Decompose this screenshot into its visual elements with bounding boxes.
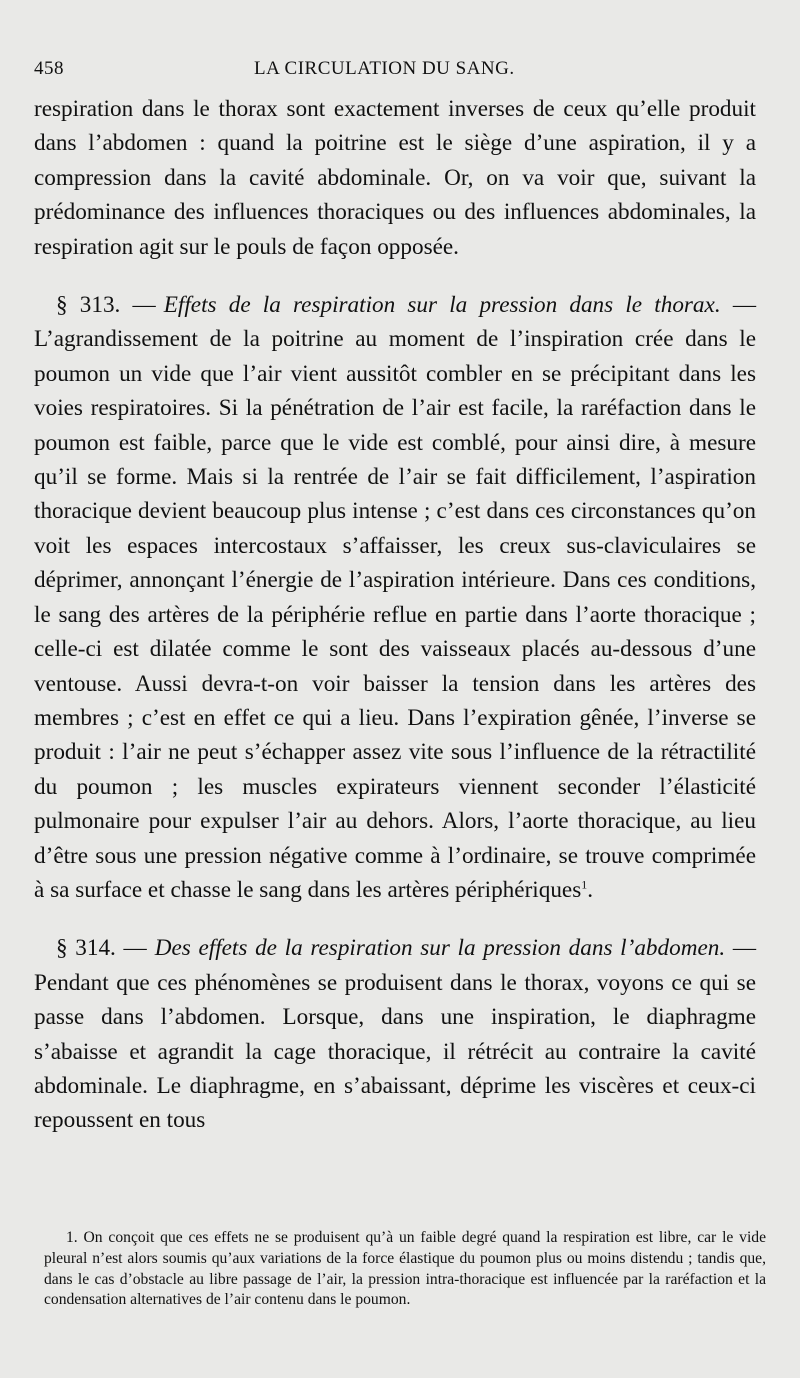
footnote-ref: 1 [581, 877, 588, 892]
footnote-number: 1. [66, 1229, 78, 1246]
page-header [34, 58, 766, 86]
footnote-text: On conçoit que ces effets ne se produisent qu’à un faible degré quand la respiration est libre, car le vide pleural n’est alors soumis qu’aux variations de la force élastique du poumon plus ou moins distendu ; tandis que, dans le cas d’obstacle au libre passage de l’air, la pression intra-thoracique est influencée par la raréfaction et la condensation alternatives de l’air contenu dans le poumon. [44, 1229, 767, 1309]
paragraph-intro: respiration dans le thorax sont exactement inverses de ceux qu’elle produit dans l’abdomen : quand la poitrine est le siège d’une aspiration, il y a compression dans la cavité abdominale. Or, on va voir que, suivant la prédominance des influences thoraciques ou des influences abdominales, la respiration agit sur le pouls de façon opposée. [34, 96, 756, 260]
section-314-title: Des effets de la respiration sur la pression dans l’abdomen. [154, 935, 726, 962]
section-314-text: — Pendant que ces phénomènes se produisent dans le thorax, voyons ce qui se passe dans l’abdomen. Lorsque, dans une inspiration, le diaphragme s’abaisse et agrandit la cage thoracique, il rétrécit au contraire la cavité abdominale. Le diaphragme, en s’abaissant, déprime les viscères et ceux-ci repoussent en tous [34, 935, 757, 1134]
section-313-title: Effets de la respiration sur la pression dans le thorax. [163, 292, 721, 319]
section-313-text: — L’agrandissement de la poitrine au moment de l’inspiration crée dans le poumon un vide que l’air vient aussitôt combler en se précipitant dans les voies respiratoires. Si la pénétration de l’air est facile, la raréfaction dans le poumon est faible, parce que le vide est comblé, pour ainsi dire, à mesure qu’il se forme. Mais si la rentrée de l’air se fait difficilement, l’aspiration thoracique devient beaucoup plus intense ; c’est dans ces circonstances qu’on voit les espaces intercostaux s’affaisser, les creux sus-claviculaires se déprimer, annonçant l’énergie de l’aspiration intérieure. Dans ces conditions, le sang des artères de la périphérie reflue en partie dans l’aorte thoracique ; celle-ci est dilatée comme le sont des vaisseaux placés au-dessous d’une ventouse. Aussi devra-t-on voir baisser la tension dans les artères des membres ; c’est en effet ce qui a lieu. Dans l’expiration gênée, l’inverse se produit : l’air ne peut s’échapper assez vite sous l’influence de la rétractilité du poumon ; les muscles expirateurs viennent seconder l’élasticité pulmonaire pour expulser l’air au dehors. Alors, l’aorte thoracique, au lieu d’être sous une pression négative comme à l’ordinaire, se trouve comprimée à sa surface et chasse le sang dans les artères périphériques [34, 292, 756, 903]
running-title: LA CIRCULATION DU SANG. [254, 58, 515, 79]
section-313-mark: § 313. — [56, 292, 156, 319]
section-314 [34, 931, 756, 1137]
body-text [34, 92, 756, 1138]
page-number: 458 [34, 58, 64, 79]
section-313: § 313. — Effets de la respiration sur la pression dans le thorax. — L’agrandissement de la poitrine au moment de l’inspiration crée dans le poumon un vide que l’air vient aussitôt combler en se précipitant dans les voies respiratoires. Si la pénétration de l’air est facile, la raréfaction dans le poumon est faible, parce que le vide est comblé, pour ainsi dire, à mesure qu’il se forme. Mais si la rentrée de l’air se fait difficilement, l’aspiration thoracique devient beaucoup plus intense ; c’est dans ces circonstances qu’on voit les espaces intercostaux s’affaisser, les creux sus-claviculaires se déprimer, annonçant l’énergie de l’aspiration intérieure. Dans ces conditions, le sang des artères de la périphérie reflue en partie dans l’aorte thoracique ; celle-ci est dilatée comme le sont des vaisseaux placés au-dessous d’une ventouse. Aussi devra-t-on voir baisser la tension dans les artères des membres ; c’est en effet ce qui a lieu. Dans l’expiration gênée, l’inverse se produit : l’air ne peut s’échapper assez vite sous l’influence de la rétractilité du poumon ; les muscles expirateurs viennent seconder l’élasticité pulmonaire pour expulser l’air au dehors. Alors, l’aorte thoracique, au lieu d’être sous une pression négative comme à l’ordinaire, se trouve comprimée à sa surface et chasse le sang dans les artères périphériques$^1$. [34, 292, 756, 903]
footnote [44, 1228, 766, 1311]
section-314-mark: § 314. — [56, 935, 147, 962]
